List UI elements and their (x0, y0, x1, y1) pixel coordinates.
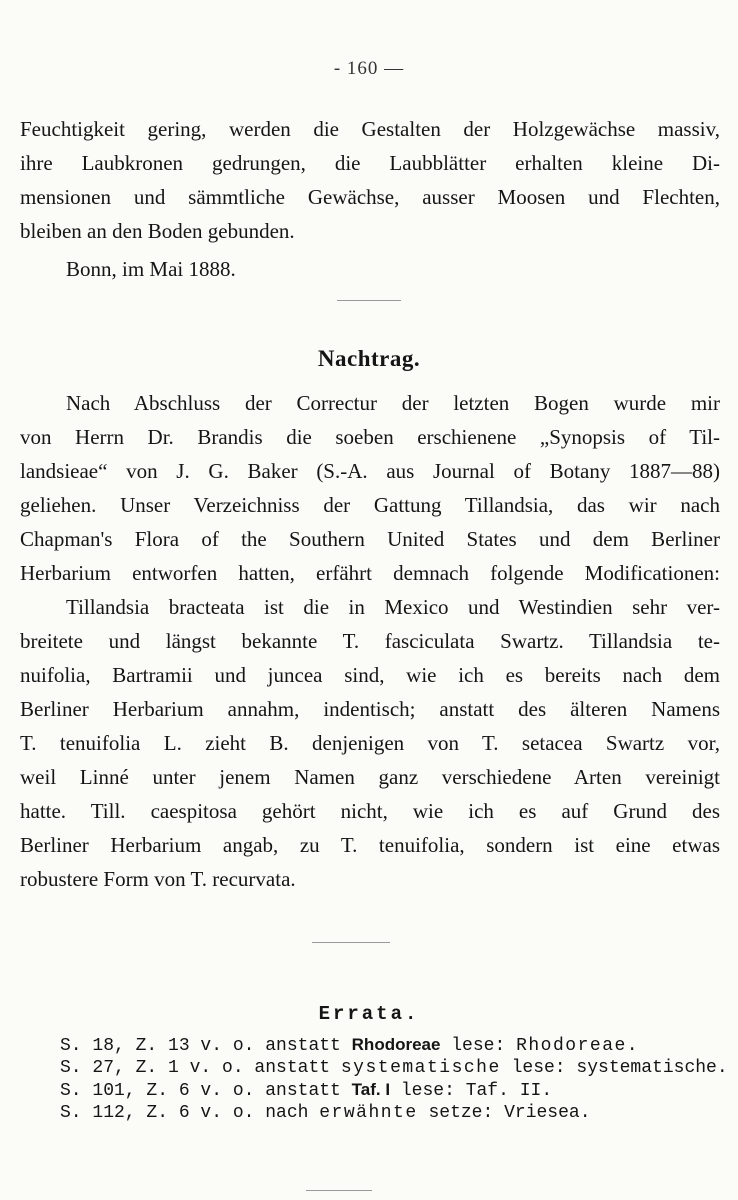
errata-ref: S. 101, Z. 6 v. o. anstatt (60, 1081, 352, 1101)
nachtrag-line: weil Linné unter jenem Namen ganz verschiedene Arten vereinigt (20, 765, 720, 789)
nachtrag-line: Nach Abschluss der Correctur der letzten Bogen wurde mir (66, 391, 720, 415)
errata-row (60, 1034, 720, 1057)
nachtrag-line: hatte. Till. caespitosa gehört nicht, wie ich es auf Grund des (20, 799, 720, 823)
errata-ref: S. 27, Z. 1 v. o. anstatt (60, 1057, 341, 1078)
nachtrag-heading: Nachtrag. (317, 346, 421, 371)
nachtrag-line: Berliner Herbarium annahm, indentisch; anstatt des älteren Namens (20, 697, 720, 721)
errata-ref: S. 112, Z. 6 v. o. nach (60, 1102, 320, 1123)
nachtrag-line: nuifolia, Bartramii und juncea sind, wie ich es bereits nach dem (20, 663, 720, 687)
errata-row (60, 1102, 720, 1125)
intro-line: Feuchtigkeit gering, werden die Gestalten der Holzgewächse massiv, (20, 117, 720, 141)
nachtrag-line: robustere Form von T. recurvata. (20, 867, 296, 891)
errata-heading: Errata. (318, 1003, 420, 1025)
nachtrag-line: landsieae“ von J. G. Baker (S.-A. aus Journal of Botany 1887—88) (20, 459, 720, 483)
intro-line: mensionen und sämmtliche Gewächse, ausser Moosen und Flechten, (20, 185, 720, 209)
errata-instruction: lese: (390, 1081, 466, 1101)
nachtrag-line: geliehen. Unser Verzeichniss der Gattung Tillandsia, das wir nach (20, 493, 720, 517)
nachtrag-line: von Herrn Dr. Brandis die soeben erschienene „Synopsis of Til- (20, 425, 720, 449)
errata-row (60, 1057, 728, 1080)
nachtrag-line: Chapman's Flora of the Southern United States und dem Berliner (20, 527, 720, 551)
errata-instruction: lese: (440, 1036, 517, 1056)
section-divider (337, 300, 401, 301)
errata-list (60, 1034, 728, 1124)
nachtrag-paragraph (20, 386, 720, 896)
signoff-block (20, 252, 720, 286)
page-number: - 160 — (333, 58, 405, 79)
errata-correct: Taf. II. (465, 1081, 553, 1101)
nachtrag-line: Herbarium entworfen hatten, erfährt demnach folgende Modificationen: (20, 561, 720, 585)
intro-line: ihre Laubkronen gedrungen, die Laubblätter erhalten kleine Di- (20, 151, 720, 175)
signoff: Bonn, im Mai 1888. (66, 257, 236, 281)
intro-line: bleiben an den Boden gebunden. (20, 219, 295, 243)
errata-correct: Rhodoreae. (516, 1036, 640, 1056)
errata-wrong: Rhodoreae (351, 1035, 441, 1054)
section-divider (306, 1190, 372, 1191)
nachtrag-line: T. tenuifolia L. zieht B. denjenigen von T. setacea Swartz vor, (20, 731, 720, 755)
errata-correct: systematische. (576, 1057, 728, 1078)
errata-wrong: erwähnte (319, 1102, 418, 1123)
errata-instruction: lese: (500, 1057, 577, 1078)
errata-correct: Vriesea. (504, 1102, 591, 1123)
errata-wrong: Taf. I (351, 1080, 391, 1099)
nachtrag-line: Tillandsia bracteata ist die in Mexico und Westindien sehr ver- (66, 595, 720, 619)
section-divider (312, 942, 390, 943)
errata-instruction: setze: (417, 1102, 505, 1123)
intro-paragraph (20, 112, 720, 248)
errata-wrong: systematische (340, 1057, 501, 1078)
errata-row (60, 1079, 720, 1102)
nachtrag-line: Berliner Herbarium angab, zu T. tenuifolia, sondern ist eine etwas (20, 833, 720, 857)
errata-ref: S. 18, Z. 13 v. o. anstatt (60, 1036, 352, 1056)
nachtrag-line: breitete und längst bekannte T. fasciculata Swartz. Tillandsia te- (20, 629, 720, 653)
